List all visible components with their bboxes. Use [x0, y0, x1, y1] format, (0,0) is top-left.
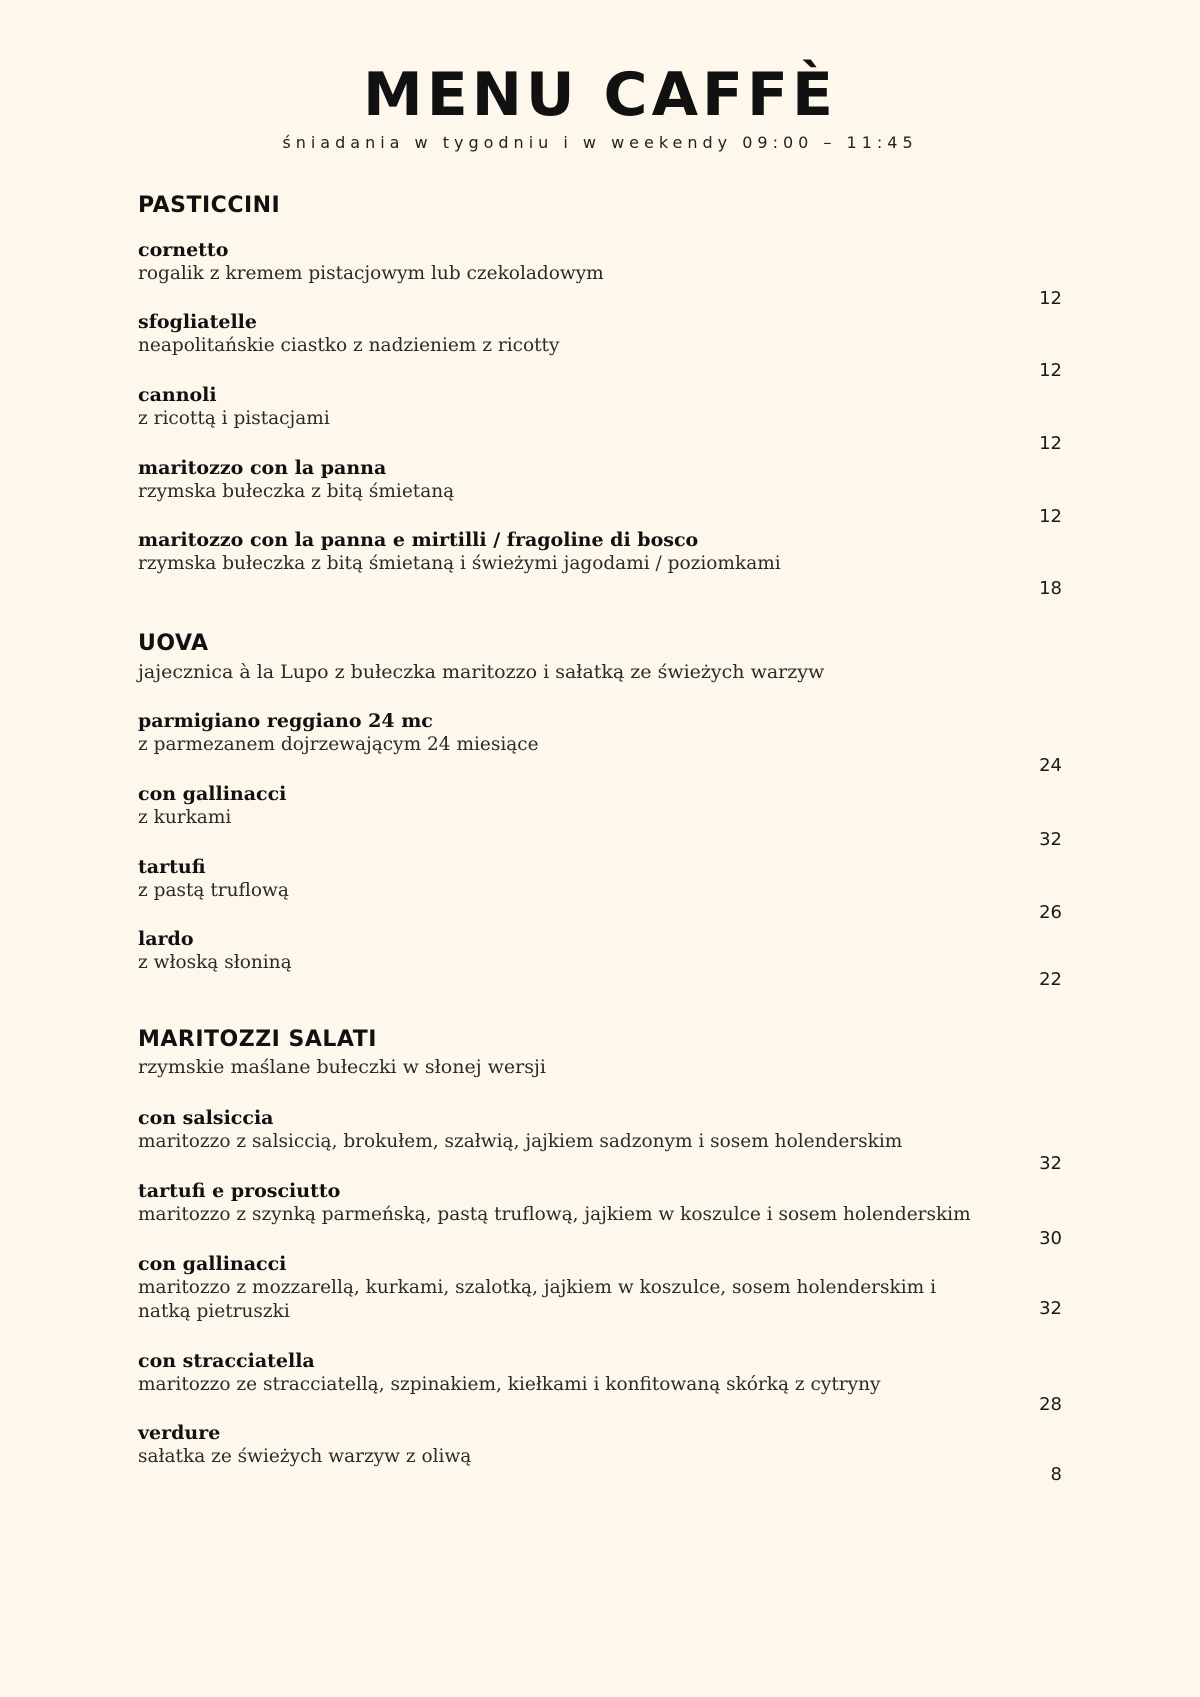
menu-item — [138, 1252, 1078, 1324]
item-name: tartufi e prosciutto — [138, 1180, 341, 1202]
item-name: con gallinacci — [138, 1253, 287, 1275]
menu-item — [138, 1421, 1078, 1469]
item-name: con salsiccia — [138, 1107, 274, 1129]
menu-item — [138, 709, 1078, 757]
item-price: 26 — [1039, 902, 1062, 923]
menu-item — [138, 528, 1078, 576]
section-title-pasticcini: PASTICCINI — [138, 193, 281, 218]
item-price: 22 — [1039, 969, 1062, 990]
item-price: 12 — [1039, 433, 1062, 454]
menu-item — [138, 782, 1078, 830]
menu-item — [138, 1349, 1078, 1397]
item-price: 32 — [1039, 1298, 1062, 1319]
item-price: 12 — [1039, 288, 1062, 309]
item-name: lardo — [138, 928, 194, 950]
item-price: 8 — [1050, 1464, 1062, 1485]
menu-item — [138, 927, 1078, 975]
menu-item — [138, 456, 1078, 504]
item-description: z włoską słoniną — [138, 952, 292, 973]
item-price: 18 — [1039, 578, 1062, 599]
section-description: jajecznica à la Lupo z bułeczka maritozzo i sałatką ze świeżych warzyw — [138, 661, 825, 683]
item-description: maritozzo ze stracciatellą, szpinakiem, kiełkami i konfitowaną skórką z cytryny — [138, 1374, 881, 1395]
item-price: 28 — [1039, 1394, 1062, 1415]
item-name: con stracciatella — [138, 1350, 315, 1372]
item-name: sfogliatelle — [138, 311, 257, 333]
item-name: parmigiano reggiano 24 mc — [138, 710, 433, 732]
item-name: cannoli — [138, 384, 217, 406]
item-price: 24 — [1039, 755, 1062, 776]
item-description: z kurkami — [138, 807, 232, 828]
item-price: 30 — [1039, 1228, 1062, 1249]
item-name: maritozzo con la panna — [138, 457, 387, 479]
item-description: neapolitańskie ciastko z nadzieniem z ricotty — [138, 335, 560, 356]
item-name: con gallinacci — [138, 783, 287, 805]
item-name: tartufi — [138, 856, 206, 878]
item-description: sałatka ze świeżych warzyw z oliwą — [138, 1446, 472, 1467]
page-subtitle: śniadania w tygodniu i w weekendy 09:00 – 11:45 — [282, 133, 918, 152]
item-description: rogalik z kremem pistacjowym lub czekoladowym — [138, 263, 604, 284]
item-description: z pastą truflową — [138, 880, 289, 901]
menu-item — [138, 238, 1078, 286]
menu-item — [138, 383, 1078, 431]
item-price: 32 — [1039, 1153, 1062, 1174]
section-title-maritozzi-salati: MARITOZZI SALATI — [138, 1027, 377, 1052]
item-name: cornetto — [138, 239, 229, 261]
menu-item — [138, 855, 1078, 903]
menu-item — [138, 310, 1078, 358]
item-name: verdure — [138, 1422, 221, 1444]
item-description: rzymska bułeczka z bitą śmietaną i świeżymi jagodami / poziomkami — [138, 553, 781, 574]
item-description: maritozzo z szynką parmeńską, pastą truflową, jajkiem w koszulce i sosem holenderskim — [138, 1204, 971, 1225]
menu-item — [138, 1106, 1078, 1154]
item-description: z ricottą i pistacjami — [138, 408, 330, 429]
page-title: MENU CAFFÈ — [363, 60, 837, 130]
item-description: z parmezanem dojrzewającym 24 miesiące — [138, 734, 539, 755]
section-description: rzymskie maślane bułeczki w słonej wersji — [138, 1056, 546, 1078]
item-price: 32 — [1039, 829, 1062, 850]
item-description: maritozzo z salsiccią, brokułem, szałwią, jajkiem sadzonym i sosem holenderskim — [138, 1131, 903, 1152]
item-price: 12 — [1039, 506, 1062, 527]
item-description: maritozzo z mozzarellą, kurkami, szalotką, jajkiem w koszulce, sosem holenderskim i natką pietruszki — [138, 1277, 936, 1322]
item-description: rzymska bułeczka z bitą śmietaną — [138, 481, 455, 502]
section-title-uova: UOVA — [138, 631, 209, 656]
menu-item — [138, 1179, 1078, 1227]
item-name: maritozzo con la panna e mirtilli / fragoline di bosco — [138, 529, 699, 551]
item-price: 12 — [1039, 360, 1062, 381]
